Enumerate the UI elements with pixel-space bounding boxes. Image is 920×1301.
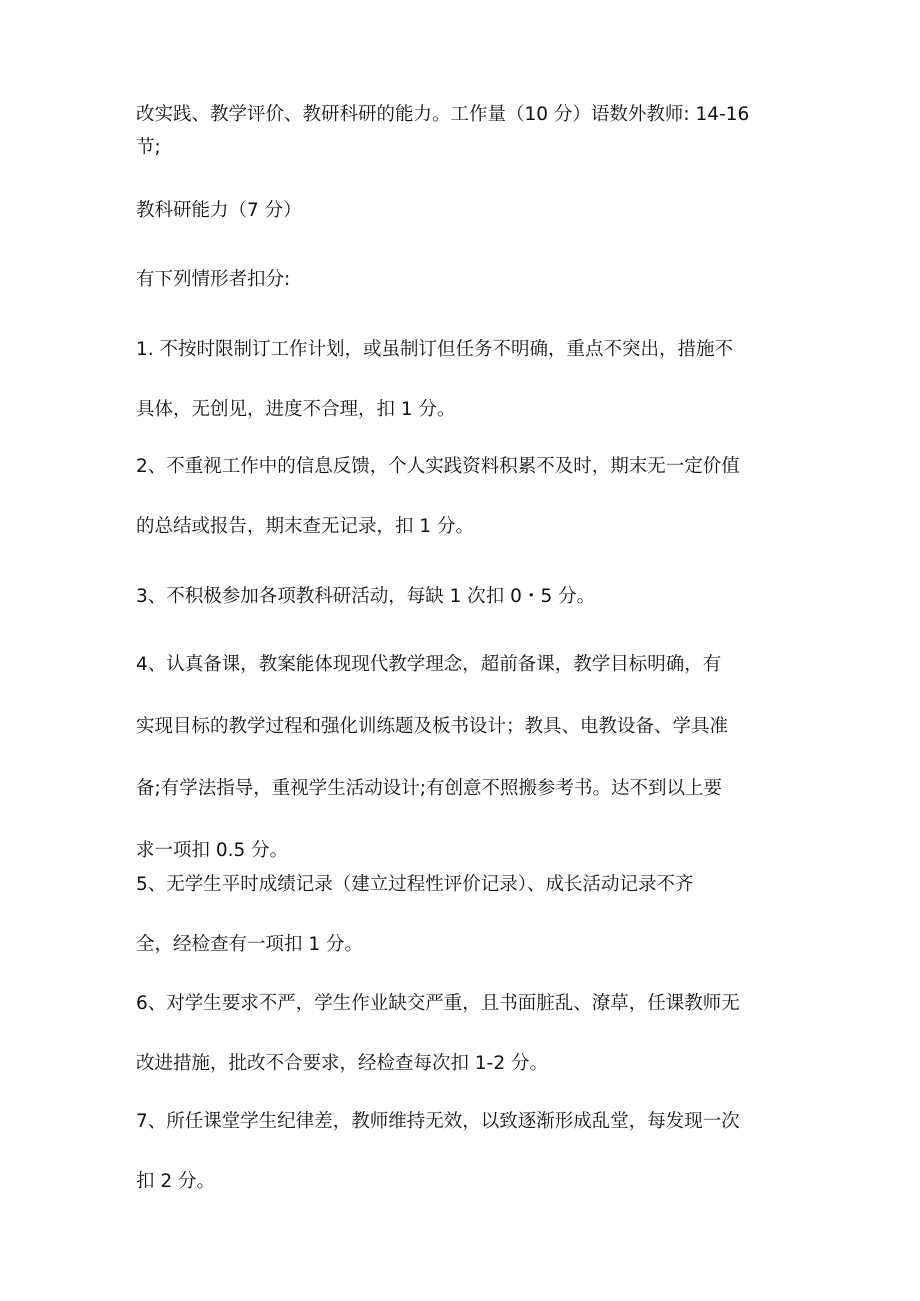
text-line: 7、所任课堂学生纪律差，教师维持无效，以致逐渐形成乱堂，每发现一次 bbox=[136, 1111, 740, 1132]
text-line: 6、对学生要求不严，学生作业缺交严重，且书面脏乱、潦草，任课教师无 bbox=[136, 993, 740, 1014]
text-line: 教科研能力（7 分） bbox=[136, 200, 302, 221]
section-heading bbox=[136, 196, 796, 226]
text-line: 改进措施，批改不合要求，经检查每次扣 1-2 分。 bbox=[136, 1053, 548, 1074]
text-line: 扣 2 分。 bbox=[136, 1171, 216, 1192]
paragraph-item-6 bbox=[136, 989, 796, 1079]
text-line: 求一项扣 0.5 分。 bbox=[136, 840, 289, 861]
text-line: 备;有学法指导，重视学生活动设计;有创意不照搬参考书。达不到以上要 bbox=[136, 778, 722, 799]
paragraph-item-2 bbox=[136, 452, 796, 542]
text-line: 的总结或报告，期末查无记录，扣 1 分。 bbox=[136, 516, 475, 537]
paragraph-item-1 bbox=[136, 335, 796, 425]
text-line: 3、不积极参加各项教科研活动，每缺 1 次扣 0・5 分。 bbox=[136, 586, 596, 607]
paragraph-item-5 bbox=[136, 870, 796, 960]
text-line: 节; bbox=[136, 137, 161, 158]
paragraph-item-3 bbox=[136, 582, 796, 612]
text-line: 具体，无创见，进度不合理，扣 1 分。 bbox=[136, 399, 456, 420]
text-line: 全，经检查有一项扣 1 分。 bbox=[136, 934, 364, 955]
paragraph-intro bbox=[136, 100, 796, 163]
text-line: 改实践、教学评价、教研科研的能力。工作量（10 分）语数外教师: 14-16 bbox=[136, 104, 750, 125]
paragraph-deduction-intro bbox=[136, 265, 796, 295]
text-line: 有下列情形者扣分: bbox=[136, 269, 291, 290]
text-line: 2、不重视工作中的信息反馈，个人实践资料积累不及时，期末无一定价值 bbox=[136, 456, 740, 477]
paragraph-item-4 bbox=[136, 650, 796, 866]
text-line: 5、无学生平时成绩记录（建立过程性评价记录）、成长活动记录不齐 bbox=[136, 874, 694, 895]
text-line: 4、认真备课，教案能体现现代教学理念，超前备课，教学目标明确，有 bbox=[136, 654, 722, 675]
paragraph-item-7 bbox=[136, 1107, 796, 1197]
text-line: 1. 不按时限制订工作计划，或虽制订但任务不明确，重点不突出，措施不 bbox=[136, 339, 734, 360]
text-line: 实现目标的教学过程和强化训练题及板书设计；教具、电教设备、学具准 bbox=[136, 716, 729, 737]
